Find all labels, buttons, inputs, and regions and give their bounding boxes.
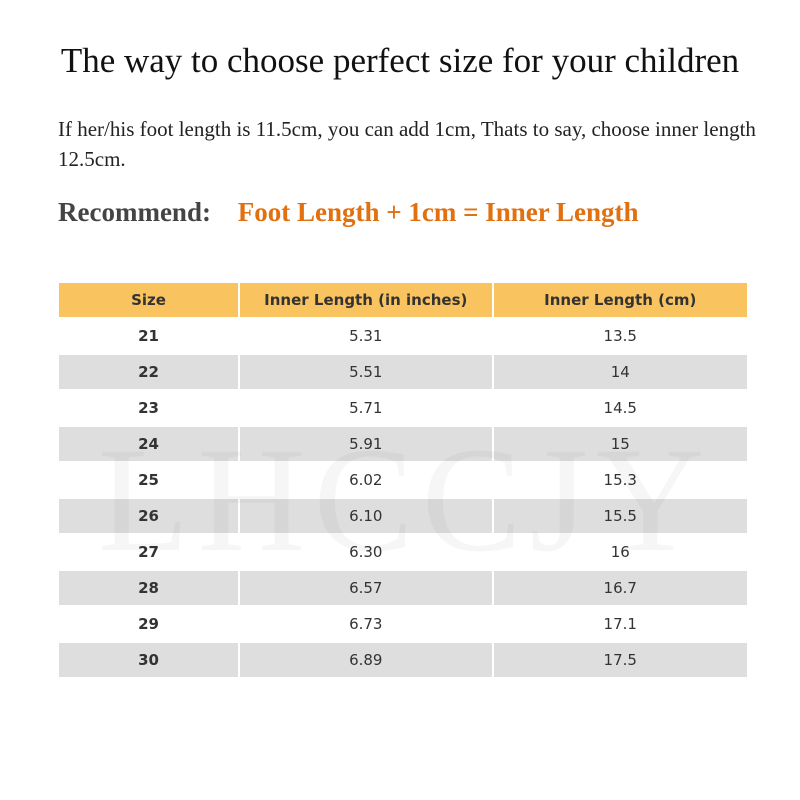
intro-text: If her/his foot length is 11.5cm, you can add 1cm, Thats to say, choose inner length 12.5cm. xyxy=(58,117,756,171)
cm-cell: 13.5 xyxy=(494,319,747,353)
recommend-formula: Foot Length + 1cm = Inner Length xyxy=(237,197,639,227)
inches-cell: 6.89 xyxy=(240,643,491,677)
inches-cell: 5.91 xyxy=(240,427,491,461)
inches-cell: 6.30 xyxy=(240,535,491,569)
cm-cell: 17.1 xyxy=(494,607,747,641)
table-row xyxy=(59,427,747,461)
recommend-line xyxy=(58,194,639,230)
recommend-label: Recommend: xyxy=(58,197,211,227)
table-row xyxy=(59,355,747,389)
inches-cell: 6.10 xyxy=(240,499,491,533)
header-inner-length-inches: Inner Length (in inches) xyxy=(240,283,491,317)
table-header-row xyxy=(59,283,747,317)
table-row xyxy=(59,463,747,497)
inches-cell: 6.73 xyxy=(240,607,491,641)
size-cell: 22 xyxy=(59,355,238,389)
page-title: The way to choose perfect size for your children xyxy=(60,41,740,80)
cm-cell: 16.7 xyxy=(494,571,747,605)
inches-cell: 6.57 xyxy=(240,571,491,605)
size-cell: 29 xyxy=(59,607,238,641)
size-cell: 25 xyxy=(59,463,238,497)
cm-cell: 17.5 xyxy=(494,643,747,677)
cm-cell: 16 xyxy=(494,535,747,569)
header-size: Size xyxy=(59,283,238,317)
table-row xyxy=(59,571,747,605)
table-row xyxy=(59,499,747,533)
table-row xyxy=(59,607,747,641)
size-table xyxy=(57,281,749,679)
inches-cell: 5.71 xyxy=(240,391,491,425)
size-cell: 30 xyxy=(59,643,238,677)
size-cell: 26 xyxy=(59,499,238,533)
size-cell: 27 xyxy=(59,535,238,569)
size-cell: 21 xyxy=(59,319,238,353)
cm-cell: 15.3 xyxy=(494,463,747,497)
cm-cell: 14 xyxy=(494,355,747,389)
size-cell: 23 xyxy=(59,391,238,425)
table-row xyxy=(59,535,747,569)
table-row xyxy=(59,643,747,677)
size-cell: 24 xyxy=(59,427,238,461)
inches-cell: 6.02 xyxy=(240,463,491,497)
header-inner-length-cm: Inner Length (cm) xyxy=(494,283,747,317)
cm-cell: 15 xyxy=(494,427,747,461)
size-cell: 28 xyxy=(59,571,238,605)
cm-cell: 15.5 xyxy=(494,499,747,533)
inches-cell: 5.31 xyxy=(240,319,491,353)
inches-cell: 5.51 xyxy=(240,355,491,389)
table-row xyxy=(59,319,747,353)
table-row xyxy=(59,391,747,425)
cm-cell: 14.5 xyxy=(494,391,747,425)
